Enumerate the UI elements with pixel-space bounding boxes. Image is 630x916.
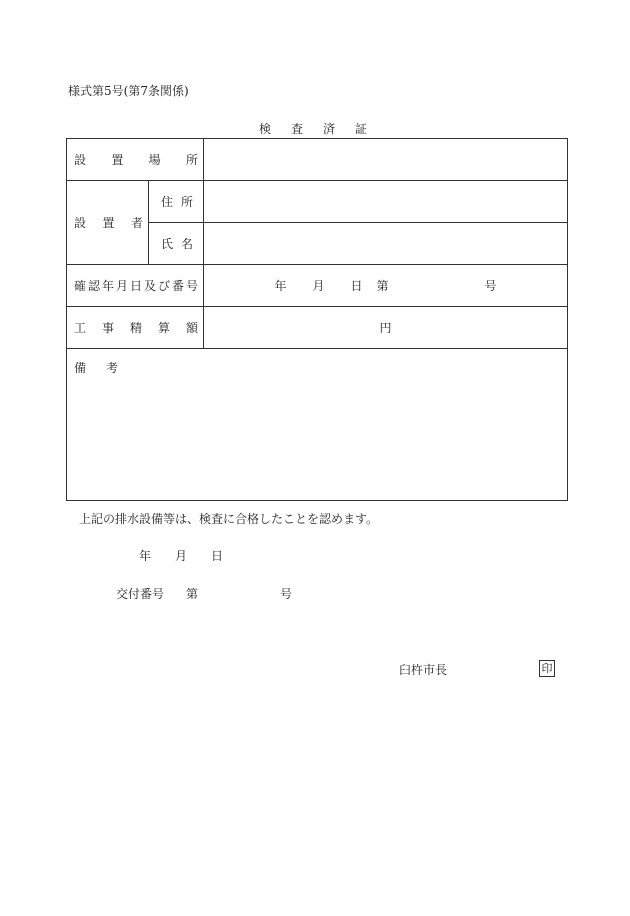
address-label: 住所 xyxy=(149,181,204,223)
issue-number-prefix: 第 xyxy=(186,587,199,601)
remarks-row xyxy=(67,349,568,501)
installer-address-row xyxy=(67,181,568,223)
seal-mark: 印 xyxy=(539,660,555,677)
issue-date-line xyxy=(139,549,223,563)
cost-unit: 円 xyxy=(379,321,392,335)
remarks-cell[interactable] xyxy=(67,349,568,501)
installer-label: 設置者 xyxy=(67,181,149,265)
name-value[interactable] xyxy=(204,223,568,265)
confirmation-label: 確認年月日及び番号 xyxy=(67,265,204,307)
issue-number-label: 交付番号 xyxy=(116,587,165,601)
location-row xyxy=(67,139,568,181)
location-value[interactable] xyxy=(204,139,568,181)
cost-label: 工事精算額 xyxy=(67,307,204,349)
confirmation-number-suffix: 号 xyxy=(484,279,497,293)
confirmation-value[interactable] xyxy=(204,265,568,307)
location-label: 設置場所 xyxy=(67,139,204,181)
address-value[interactable] xyxy=(204,181,568,223)
form-number: 様式第5号(第7条関係) xyxy=(68,84,189,98)
date-year: 年 xyxy=(139,549,152,563)
issue-number-line xyxy=(116,587,292,601)
cost-value[interactable] xyxy=(204,307,568,349)
remarks-label: 備考 xyxy=(74,361,139,375)
confirmation-month: 月 xyxy=(312,279,325,293)
date-month: 月 xyxy=(175,549,188,563)
inspection-form-table xyxy=(66,138,568,501)
name-label: 氏名 xyxy=(149,223,204,265)
date-day: 日 xyxy=(211,549,224,563)
confirmation-row xyxy=(67,265,568,307)
confirmation-year: 年 xyxy=(274,279,287,293)
document-title: 検査済証 xyxy=(258,122,387,136)
certification-statement: 上記の排水設備等は、検査に合格したことを認めます。 xyxy=(79,512,379,526)
confirmation-day: 日第 xyxy=(350,279,403,293)
cost-row xyxy=(67,307,568,349)
mayor-title: 臼杵市長 xyxy=(399,663,448,677)
issue-number-suffix: 号 xyxy=(280,587,293,601)
